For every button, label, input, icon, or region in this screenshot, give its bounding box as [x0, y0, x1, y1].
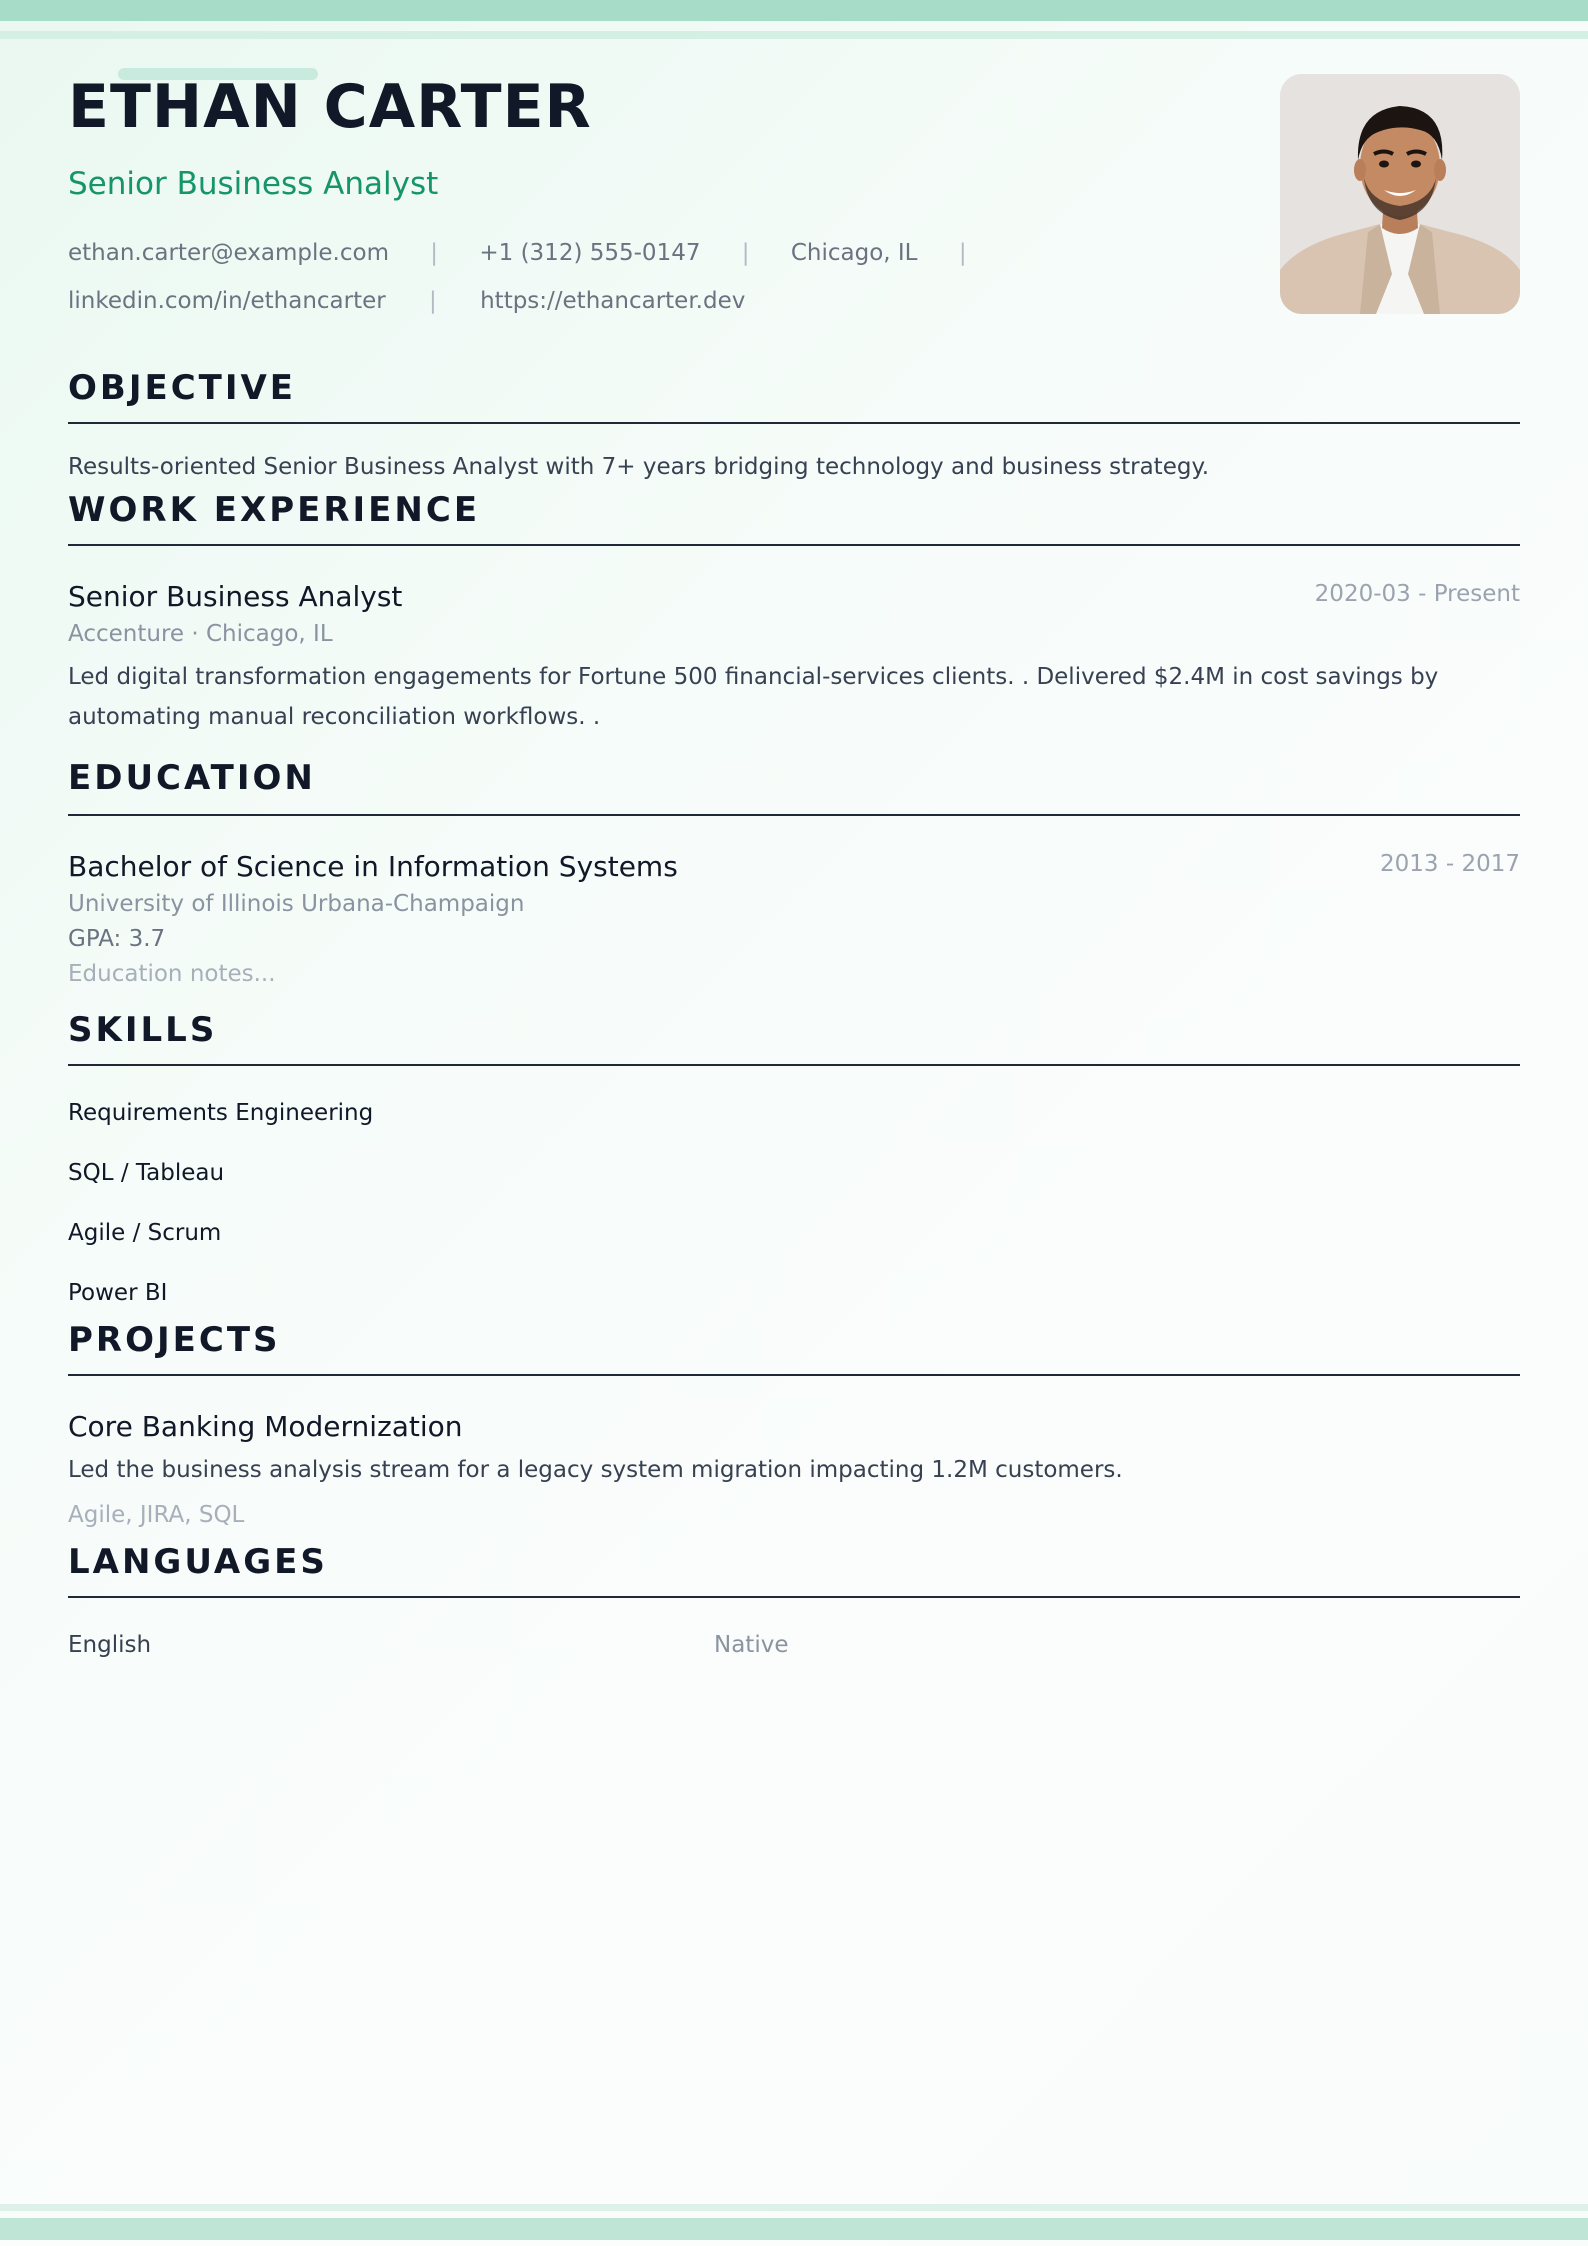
section-title-projects: PROJECTS [68, 1320, 281, 1360]
section-divider [68, 1374, 1520, 1376]
profile-photo [1280, 74, 1520, 314]
education-gpa: GPA: 3.7 [68, 926, 166, 952]
top-accent-band [0, 0, 1588, 21]
project-name: Core Banking Modernization [68, 1410, 463, 1443]
language-level: Native [714, 1632, 789, 1658]
section-title-objective: OBJECTIVE [68, 368, 297, 408]
skill-item: Requirements Engineering [68, 1100, 374, 1126]
contact-separator: | [430, 240, 439, 266]
objective-text: Results-oriented Senior Business Analyst with 7+ years bridging technology and business strategy. [68, 454, 1210, 480]
section-title-languages: LANGUAGES [68, 1542, 328, 1582]
candidate-name: ETHAN CARTER [68, 72, 592, 142]
education-school: University of Illinois Urbana-Champaign [68, 891, 525, 917]
section-divider [68, 422, 1520, 424]
section-divider [68, 1064, 1520, 1066]
contact-row-primary [68, 240, 1001, 266]
experience-role: Senior Business Analyst [68, 580, 403, 613]
skill-item: SQL / Tableau [68, 1160, 225, 1186]
skill-item: Power BI [68, 1280, 168, 1306]
section-divider [68, 544, 1520, 546]
contact-phone[interactable]: +1 (312) 555-0147 [479, 240, 701, 266]
contact-linkedin[interactable]: linkedin.com/in/ethancarter [68, 288, 386, 314]
bottom-accent-band [0, 2218, 1588, 2240]
contact-location: Chicago, IL [790, 240, 918, 266]
candidate-title: Senior Business Analyst [68, 166, 439, 202]
contact-separator: | [958, 240, 967, 266]
education-degree: Bachelor of Science in Information Systems [68, 850, 678, 883]
skill-item: Agile / Scrum [68, 1220, 222, 1246]
contact-row-secondary [68, 288, 745, 314]
profile-photo-illustration [1280, 74, 1520, 314]
section-title-experience: WORK EXPERIENCE [68, 490, 481, 530]
bottom-accent-stripe [0, 2204, 1588, 2211]
contact-separator: | [741, 240, 750, 266]
section-title-skills: SKILLS [68, 1010, 218, 1050]
section-title-education: EDUCATION [68, 758, 316, 798]
contact-website[interactable]: https://ethancarter.dev [480, 288, 746, 314]
section-divider [68, 814, 1520, 816]
section-divider [68, 1596, 1520, 1598]
project-description: Led the business analysis stream for a legacy system migration impacting 1.2M customers. [68, 1457, 1123, 1483]
experience-description: Led digital transformation engagements for Fortune 500 financial-services clients. . Delivered $2.4M in cost savings by automating manual reconciliation workflows. . [68, 664, 1439, 730]
top-accent-stripe [0, 31, 1588, 39]
contact-email[interactable]: ethan.carter@example.com [68, 240, 389, 266]
education-dates: 2013 - 2017 [1380, 851, 1520, 877]
experience-company: Accenture · Chicago, IL [68, 621, 333, 647]
project-tech: Agile, JIRA, SQL [68, 1502, 245, 1528]
contact-separator: | [429, 288, 437, 314]
experience-dates: 2020-03 - Present [1314, 581, 1520, 607]
language-name: English [68, 1632, 152, 1658]
education-notes: Education notes... [68, 961, 276, 987]
